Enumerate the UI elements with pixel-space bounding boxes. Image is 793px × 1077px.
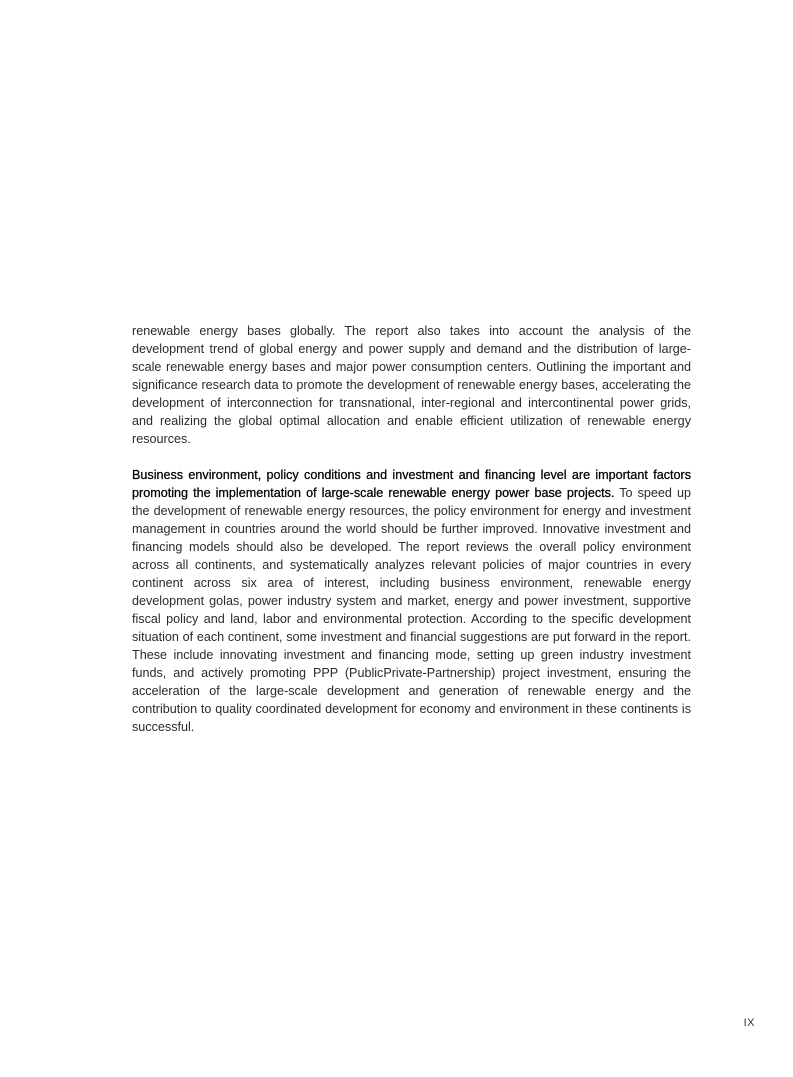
paragraph-renewable-bases [132,322,691,448]
paragraph-text: To speed up the development of renewable energy resources, the policy environment for energy and investment management in countries around the world should be further improved. Innovative investment and financing models should also be developed. The report reviews the overall policy environment across all continents, and systematically analyzes relevant policies of major countries in every continent across six area of interest, including business environment, renewable energy development golas, power industry system and market, energy and power investment, supportive fiscal policy and land, labor and environmental protection. According to the specific development situation of each continent, some investment and financial suggestions are put forward in the report. These include innovating investment and financing mode, setting up green industry investment funds, and actively promoting PPP (PublicPrivate-Partnership) project investment, ensuring the acceleration of the large-scale development and generation of renewable energy and the contribution to quality coordinated development for economy and environment in these continents is successful. [132,486,692,734]
paragraph-lead-sentence: Business environment, policy conditions and investment and financing level are important factors promoting the implementation of large-scale renewable energy power base projects. [132,468,691,500]
page-number: IX [743,1017,755,1029]
body-text [132,322,691,736]
paragraph-policy-environment [132,466,691,736]
paragraph-text: renewable energy bases globally. The report also takes into account the analysis of the development trend of global energy and power supply and demand and the distribution of large-scale renewable energy bases and major power consumption centers. Outlining the important and significance research data to promote the development of renewable energy bases, accelerating the development of interconnection for transnational, inter-regional and intercontinental power grids, and realizing the global optimal allocation and enable efficient utilization of renewable energy resources. [132,324,691,446]
